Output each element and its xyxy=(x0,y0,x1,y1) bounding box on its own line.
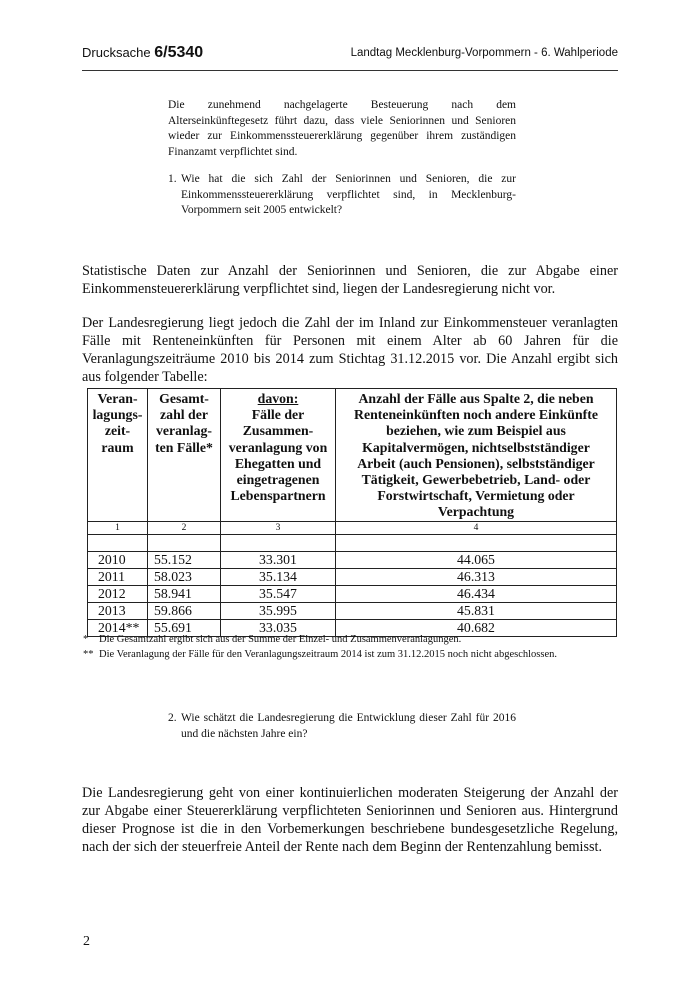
table-header-row xyxy=(88,389,617,522)
cell-other-income: 46.313 xyxy=(336,568,617,585)
footnote-2 xyxy=(83,648,557,661)
header-joint: davon: Fälle der Zusammen- veranlagung von Ehegatten und eingetragenen Lebenspartnern xyxy=(221,389,336,522)
cell-other-income: 40.682 xyxy=(336,619,617,636)
footnote-2-mark: ** xyxy=(83,649,94,660)
question-1 xyxy=(168,172,516,219)
page-number: 2 xyxy=(83,934,90,949)
answer-1-paragraph-1: Statistische Daten zur Anzahl der Seniorinnen und Senioren, die zur Abgabe einer Einkommensteuererklärung verpflichtet sind, liegen der Landesregierung nicht vor. xyxy=(82,263,618,297)
column-number: 3 xyxy=(221,521,336,534)
answer-2-paragraph: Die Landesregierung geht von einer kontinuierlichen moderaten Steigerung der Anzahl der zur Abgabe einer Steuererklärung verpflichteten Seniorinnen und Senioren aus. Hintergrund dieser Prognose ist die in den Vorbemerkungen beschriebene bundesgesetzliche Regelung, nach der sich der steuerfreie Anteil der Rente nach dem Beginn der Rentenzahlung bemisst. xyxy=(82,785,618,855)
cell-period: 2010 xyxy=(88,551,148,568)
cell-other-income: 44.065 xyxy=(336,551,617,568)
cell-total: 58.941 xyxy=(148,585,221,602)
intro-remark: Die zunehmend nachgelagerte Besteuerung nach dem Alterseinkünftegesetz führt dazu, dass viele Seniorinnen und Senioren wieder zur Einkommenssteuererklärung gegenüber ihrem zuständigen Finanzamt verpflichtet sind. xyxy=(168,99,516,158)
table-row xyxy=(88,602,617,619)
table-row xyxy=(88,551,617,568)
cell-period: 2013 xyxy=(88,602,148,619)
cell-joint: 33.035 xyxy=(221,619,336,636)
page-header xyxy=(82,40,618,71)
footnote-1 xyxy=(83,633,461,646)
cell-total: 58.023 xyxy=(148,568,221,585)
column-number-row xyxy=(88,521,617,534)
footnote-1-mark: * xyxy=(83,634,89,645)
cell-period: 2012 xyxy=(88,585,148,602)
statistics-table xyxy=(87,388,617,637)
document-number-value: 6/5340 xyxy=(154,44,204,61)
question-2-text: Wie schätzt die Landesregierung die Entwicklung dieser Zahl für 2016 und die nächsten Jahre ein? xyxy=(181,712,516,740)
cell-period: 2014** xyxy=(88,619,148,636)
cell-joint: 35.547 xyxy=(221,585,336,602)
footnote-2-text: Die Veranlagung der Fälle für den Veranlagungszeitraum 2014 ist zum 31.12.2015 noch nicht abgeschlossen. xyxy=(99,649,558,660)
cell-joint: 35.995 xyxy=(221,602,336,619)
table-row xyxy=(88,585,617,602)
footnote-1-text: Die Gesamtzahl ergibt sich aus der Summe der Einzel- und Zusammenveranlagungen. xyxy=(99,634,462,645)
cell-total: 55.152 xyxy=(148,551,221,568)
cell-joint: 35.134 xyxy=(221,568,336,585)
spacer-row xyxy=(88,534,617,551)
question-1-text: Wie hat die sich Zahl der Seniorinnen und Senioren, die zur Einkommenssteuererklärung verpflichtet sind, in Mecklenburg-Vorpommern seit 2005 entwickelt? xyxy=(181,173,516,216)
table-row xyxy=(88,568,617,585)
question-2 xyxy=(168,711,516,742)
header-period: Veran- lagungs- zeit- raum xyxy=(88,389,148,522)
document-number-prefix: Drucksache xyxy=(82,45,151,60)
document-number xyxy=(82,44,203,62)
question-2-number: 2. xyxy=(168,712,177,724)
column-number: 4 xyxy=(336,521,617,534)
parliament-label: Landtag Mecklenburg-Vorpommern - 6. Wahlperiode xyxy=(350,47,618,59)
cell-total: 59.866 xyxy=(148,602,221,619)
cell-joint: 33.301 xyxy=(221,551,336,568)
column-number: 1 xyxy=(88,521,148,534)
column-number: 2 xyxy=(148,521,221,534)
answer-1-paragraph-2: Der Landesregierung liegt jedoch die Zahl der im Inland zur Einkommensteuer veranlagten Fälle mit Renteneinkünften für Personen mit einem Alter ab 60 Jahren für die Veranlagungszeiträume 2010 bis 2014 zum Stichtag 31.12.2015 vor. Die Anzahl ergibt sich aus folgender Tabelle: xyxy=(82,315,618,385)
cell-period: 2011 xyxy=(88,568,148,585)
cell-other-income: 46.434 xyxy=(336,585,617,602)
header-joint-label: davon: xyxy=(257,391,299,406)
header-total: Gesamt- zahl der veranlag- ten Fälle* xyxy=(148,389,221,522)
header-other-income: Anzahl der Fälle aus Spalte 2, die neben Renteneinkünften noch andere Einkünfte beziehen, wie zum Beispiel aus Kapitalvermögen, nichtselbstständiger Arbeit (auch Pensionen), selbstständiger Tätigkeit, Gewerbebetrieb, Land- oder Forstwirtschaft, Vermietung oder Verpachtung xyxy=(336,389,617,522)
cell-total: 55.691 xyxy=(148,619,221,636)
question-1-number: 1. xyxy=(168,173,177,185)
cell-other-income: 45.831 xyxy=(336,602,617,619)
